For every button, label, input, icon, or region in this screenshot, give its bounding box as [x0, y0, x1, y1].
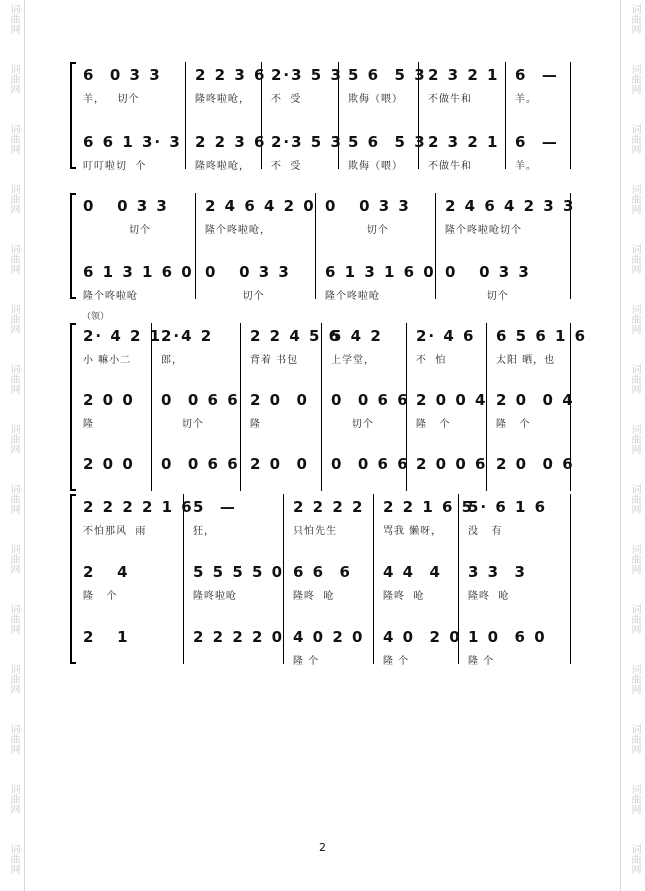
measure-notes: 2· 4 2 1: [83, 327, 163, 345]
measure-notes: 0 0 3 3: [205, 263, 291, 281]
measure-notes: 2 2 4 5 6: [250, 327, 342, 345]
measure-notes: 0 0 3 3: [83, 197, 169, 215]
measure-lyric: 不 受: [271, 161, 302, 172]
measure-lyric: 不 怕: [416, 355, 447, 366]
watermark-text: 词曲网: [8, 4, 19, 34]
measure-notes: 2 0 0: [250, 455, 309, 473]
measure-notes: 2 0 0 6: [496, 455, 575, 473]
page-number: 2: [319, 841, 326, 854]
measure-notes: 4 4 4: [383, 563, 442, 581]
measure-notes: 6 —: [515, 133, 559, 151]
measure-lyric: 羊。: [515, 161, 537, 172]
score-system: [73, 323, 588, 491]
measure-lyric: 隆咚啦呛: [193, 591, 237, 602]
barline: [240, 323, 241, 491]
measure-lyric: 隆 个: [383, 656, 410, 667]
watermark-text: 词曲网: [629, 364, 640, 394]
measure-notes: 2 2 2 2 1 6: [83, 498, 194, 516]
measure-notes: 6 6 1 3· 3: [83, 133, 182, 151]
measure-notes: 2 2 1 6 5: [383, 498, 475, 516]
measure-lyric: 隆个咚啦呛: [83, 291, 138, 302]
measure-lyric: 切个: [331, 419, 374, 430]
measure-lyric: 隆个咚啦呛: [325, 291, 380, 302]
watermark-text: 词曲网: [629, 484, 640, 514]
measure-notes: 3 3 3: [468, 563, 527, 581]
measure-notes: 4 0 2 0: [383, 628, 462, 646]
barline: [185, 62, 186, 169]
watermark-text: 词曲网: [8, 124, 19, 154]
measure-notes: 2 0 0 4: [416, 391, 488, 409]
watermark-text: 词曲网: [8, 64, 19, 94]
measure-notes: 2 0 0: [83, 391, 135, 409]
watermark-text: 词曲网: [8, 424, 19, 454]
watermark-text: 词曲网: [629, 844, 640, 874]
measure-notes: 6 6 6: [293, 563, 352, 581]
barline: [570, 494, 571, 664]
measure-lyric: 切个: [205, 291, 265, 302]
measure-lyric: 不怕那风 雨: [83, 526, 147, 537]
measure-notes: 2 4 6 4 2 3 3: [445, 197, 576, 215]
watermark-text: 词曲网: [8, 184, 19, 214]
measure-lyric: 隆 个: [293, 656, 320, 667]
measure-lyric: 切个: [325, 225, 389, 236]
watermark-text: 词曲网: [629, 124, 640, 154]
watermark-text: 词曲网: [8, 364, 19, 394]
measure-lyric: 小 嘛小二: [83, 355, 132, 366]
measure-lyric: 隆: [250, 419, 261, 430]
measure-notes: 2 2 3 6: [195, 133, 267, 151]
measure-notes: 0 0 6 6: [161, 391, 240, 409]
watermark-right: [620, 0, 645, 891]
measure-lyric: 隆咚 呛: [468, 591, 510, 602]
measure-lyric: 隆咚 呛: [383, 591, 425, 602]
watermark-left: [0, 0, 25, 891]
measure-notes: 2 0 0 4: [496, 391, 575, 409]
measure-notes: 2 4: [83, 563, 130, 581]
watermark-text: 词曲网: [629, 64, 640, 94]
measure-notes: 2 2 2 2: [293, 498, 365, 516]
measure-notes: 0 0 6 6: [331, 455, 410, 473]
watermark-text: 词曲网: [629, 664, 640, 694]
barline: [321, 323, 322, 491]
measure-notes: 5· 6 1 6: [468, 498, 548, 516]
measure-notes: 6 0 3 3: [83, 66, 162, 84]
measure-notes: 0 0 3 3: [325, 197, 411, 215]
measure-lyric: 郎，: [161, 355, 183, 366]
system-bracket: [70, 494, 76, 664]
barline: [570, 62, 571, 169]
measure-lyric: 叮叮啦切 个: [83, 161, 147, 172]
watermark-text: 词曲网: [8, 844, 19, 874]
watermark-text: 词曲网: [8, 724, 19, 754]
watermark-text: 词曲网: [629, 244, 640, 274]
measure-lyric: 隆个咚啦呛，: [205, 225, 271, 236]
measure-lyric: 狂，: [193, 526, 215, 537]
watermark-text: 词曲网: [8, 244, 19, 274]
barline: [435, 193, 436, 299]
measure-lyric: 背着 书包: [250, 355, 299, 366]
measure-notes: 2· 4 6: [416, 327, 476, 345]
watermark-text: 词曲网: [8, 304, 19, 334]
watermark-text: 词曲网: [629, 4, 640, 34]
measure-lyric: 隆 个: [83, 591, 118, 602]
watermark-text: 词曲网: [629, 724, 640, 754]
watermark-text: 词曲网: [629, 184, 640, 214]
measure-lyric: 隆 个: [468, 656, 495, 667]
measure-notes: 2·4 2: [161, 327, 214, 345]
system-bracket: [70, 323, 76, 491]
measure-lyric: 切个: [83, 225, 151, 236]
measure-lyric: 隆个咚啦呛切个: [445, 225, 522, 236]
barline: [373, 494, 374, 664]
measure-notes: 2 0 0: [83, 455, 135, 473]
measure-notes: 2 4 6 4 2 0: [205, 197, 316, 215]
measure-lyric: 隆 个: [416, 419, 451, 430]
measure-lyric: 不 受: [271, 94, 302, 105]
watermark-text: 词曲网: [8, 544, 19, 574]
barline: [183, 494, 184, 664]
measure-notes: 6 1 3 1 6 0: [325, 263, 436, 281]
measure-notes: 1 0 6 0: [468, 628, 547, 646]
measure-lyric: 欺侮（喂）: [348, 161, 403, 172]
measure-notes: 2·3 5 3: [271, 66, 343, 84]
measure-lyric: 切个: [445, 291, 509, 302]
measure-lyric: 隆咚啦呛，: [195, 94, 250, 105]
measure-notes: 5 6 5 3: [348, 66, 427, 84]
watermark-text: 词曲网: [629, 304, 640, 334]
watermark-text: 词曲网: [629, 424, 640, 454]
system-bracket: [70, 62, 76, 169]
measure-notes: 0 0 6 6: [331, 391, 410, 409]
measure-notes: 5 4 2: [331, 327, 383, 345]
watermark-text: 词曲网: [8, 784, 19, 814]
score-system: [73, 494, 570, 667]
measure-notes: 6 —: [515, 66, 559, 84]
watermark-text: 词曲网: [629, 544, 640, 574]
measure-notes: 0 0 3 3: [445, 263, 531, 281]
measure-notes: 5 5 5 5 0: [193, 563, 285, 581]
measure-notes: 0 0 6 6: [161, 455, 240, 473]
measure-notes: 6 5 6 1 6: [496, 327, 588, 345]
barline: [151, 323, 152, 491]
measure-lyric: 骂我 懒呀，: [383, 526, 443, 537]
measure-lyric: 隆咚 呛: [293, 591, 335, 602]
measure-lyric: 隆: [83, 419, 94, 430]
measure-notes: 2 2 2 2 0: [193, 628, 285, 646]
measure-lyric: 没 有: [468, 526, 503, 537]
watermark-text: 词曲网: [629, 784, 640, 814]
measure-lyric: 不做牛和: [428, 161, 472, 172]
score-system: [73, 62, 570, 172]
watermark-text: 词曲网: [8, 604, 19, 634]
system-bracket: [70, 193, 76, 299]
measure-lyric: 切个: [161, 419, 204, 430]
lead-marker: （领）: [82, 312, 110, 322]
measure-notes: 5 6 5 3: [348, 133, 427, 151]
measure-notes: 2 0 0 6: [416, 455, 488, 473]
measure-notes: 2 1: [83, 628, 130, 646]
measure-lyric: 隆咚啦呛，: [195, 161, 250, 172]
measure-notes: 2 3 2 1: [428, 133, 500, 151]
score-system: [73, 193, 576, 302]
measure-notes: 6 1 3 1 6 0: [83, 263, 194, 281]
measure-lyric: 羊。: [515, 94, 537, 105]
watermark-text: 词曲网: [8, 484, 19, 514]
measure-notes: 2 0 0: [250, 391, 309, 409]
measure-lyric: 隆 个: [496, 419, 531, 430]
measure-lyric: 太阳 晒，也: [496, 355, 556, 366]
barline: [195, 193, 196, 299]
measure-lyric: 欺侮（喂）: [348, 94, 403, 105]
measure-lyric: 羊， 切个: [83, 94, 140, 105]
measure-notes: 2 2 3 6: [195, 66, 267, 84]
measure-notes: 4 0 2 0: [293, 628, 365, 646]
measure-notes: 2·3 5 3: [271, 133, 343, 151]
measure-lyric: 上学堂，: [331, 355, 375, 366]
watermark-text: 词曲网: [629, 604, 640, 634]
measure-notes: 5 —: [193, 498, 237, 516]
measure-notes: 2 3 2 1: [428, 66, 500, 84]
measure-lyric: 不做牛和: [428, 94, 472, 105]
watermark-text: 词曲网: [8, 664, 19, 694]
barline: [505, 62, 506, 169]
measure-lyric: 只怕先生: [293, 526, 337, 537]
